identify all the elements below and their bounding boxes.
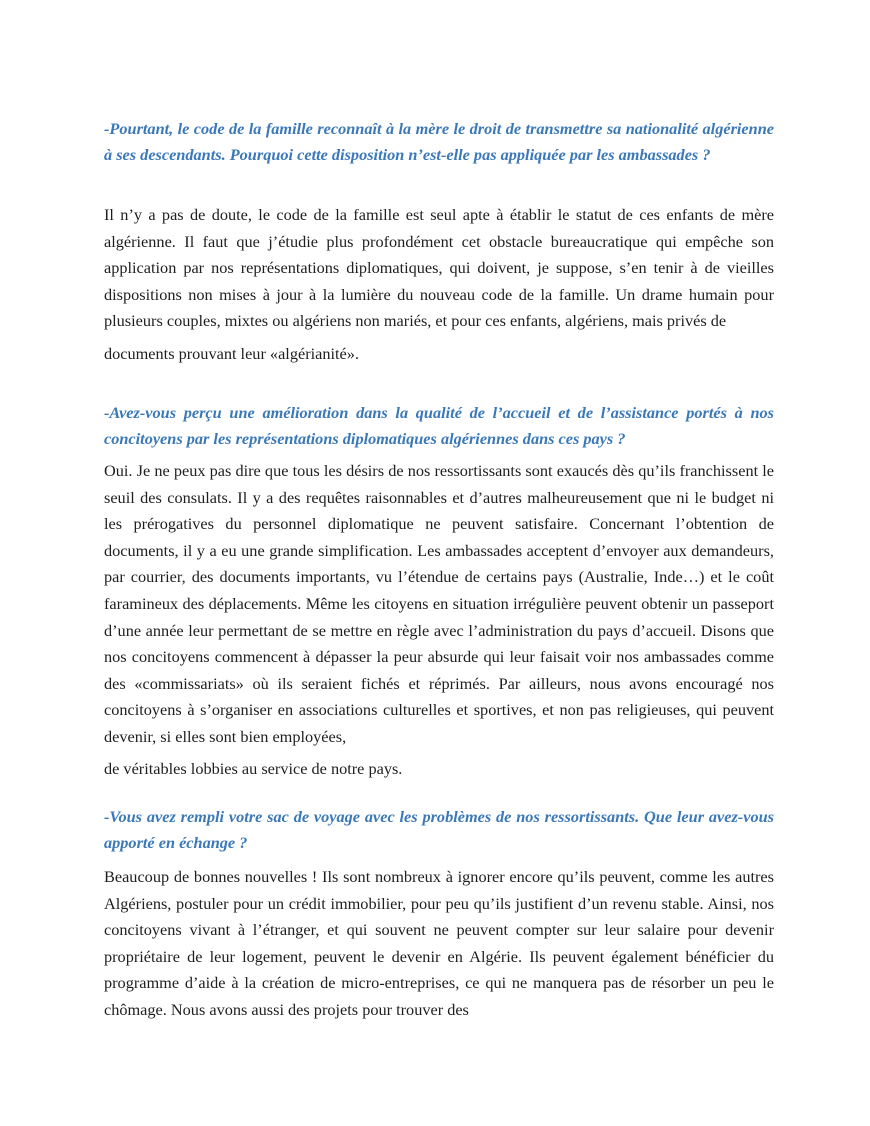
answer-nationality-transmission-last-line: documents prouvant leur «algérianité».	[104, 344, 359, 363]
answer-consular-reception-last-line: de véritables lobbies au service de notre pays.	[104, 759, 403, 778]
answer-travel-bag: Beaucoup de bonnes nouvelles ! Ils sont nombreux à ignorer encore qu’ils peuvent, comme les autres Algériens, postuler pour un crédit immobilier, pour peu qu’ils justifient d’un revenu stable. Ainsi, nos concitoyens vivant à l’étranger, et qui souvent ne peuvent compter sur leur salaire pour devenir propriétaire de leur logement, peuvent le devenir en Algérie. Ils peuvent également bénéficier du programme d’aide à la création de micro-entreprises, ce qui ne manquera pas de résorber un peu le chômage. Nous avons aussi des projets pour trouver des	[104, 867, 774, 1019]
answer-nationality-transmission: Il n’y a pas de doute, le code de la famille est seul apte à établir le statut de ces enfants de mère algérienne. Il faut que j’étudie plus profondément cet obstacle bureaucratique qui empêche son application par nos représentations diplomatiques, qui doivent, je suppose, s’en tenir à de vieilles dispositions non mises à jour à la lumière du nouveau code de la famille. Un drame humain pour plusieurs couples, mixtes ou algériens non mariés, et pour ces enfants, algériens, mais privés de	[104, 205, 774, 331]
question-consular-reception: -Avez-vous perçu une amélioration dans la qualité de l’accueil et de l’assistance portés à nos concitoyens par les représentations diplomatiques algériennes dans ces pays ?	[104, 403, 774, 448]
answer-consular-reception: Oui. Je ne peux pas dire que tous les désirs de nos ressortissants sont exaucés dès qu’ils franchissent le seuil des consulats. Il y a des requêtes raisonnables et d’autres malheureusement que ni le budget ni les prérogatives du personnel diplomatique ne peuvent satisfaire. Concernant l’obtention de documents, il y a eu une grande simplification. Les ambassades acceptent d’envoyer aux demandeurs, par courrier, des documents importants, vu l’étendue de certains pays (Australie, Inde…) et le coût faramineux des déplacements. Même les citoyens en situation irrégulière peuvent obtenir un passeport d’une année leur permettant de se mettre en règle avec l’administration du pays d’accueil. Disons que nos concitoyens commencent à dépasser la peur absurde qui leur faisait voir nos ambassades comme des «commissariats» où ils seraient fichés et réprimés. Par ailleurs, nous avons encouragé nos concitoyens à s’organiser en associations culturelles et sportives, et non pas religieuses, qui peuvent devenir, si elles sont bien employées,	[104, 461, 774, 746]
question-travel-bag: -Vous avez rempli votre sac de voyage avec les problèmes de nos ressortissants. Que leur avez-vous apporté en échange ?	[104, 807, 774, 852]
question-nationality-transmission: -Pourtant, le code de la famille reconnaît à la mère le droit de transmettre sa nationalité algérienne à ses descendants. Pourquoi cette disposition n’est-elle pas appliquée par les ambassades ?	[104, 119, 774, 164]
